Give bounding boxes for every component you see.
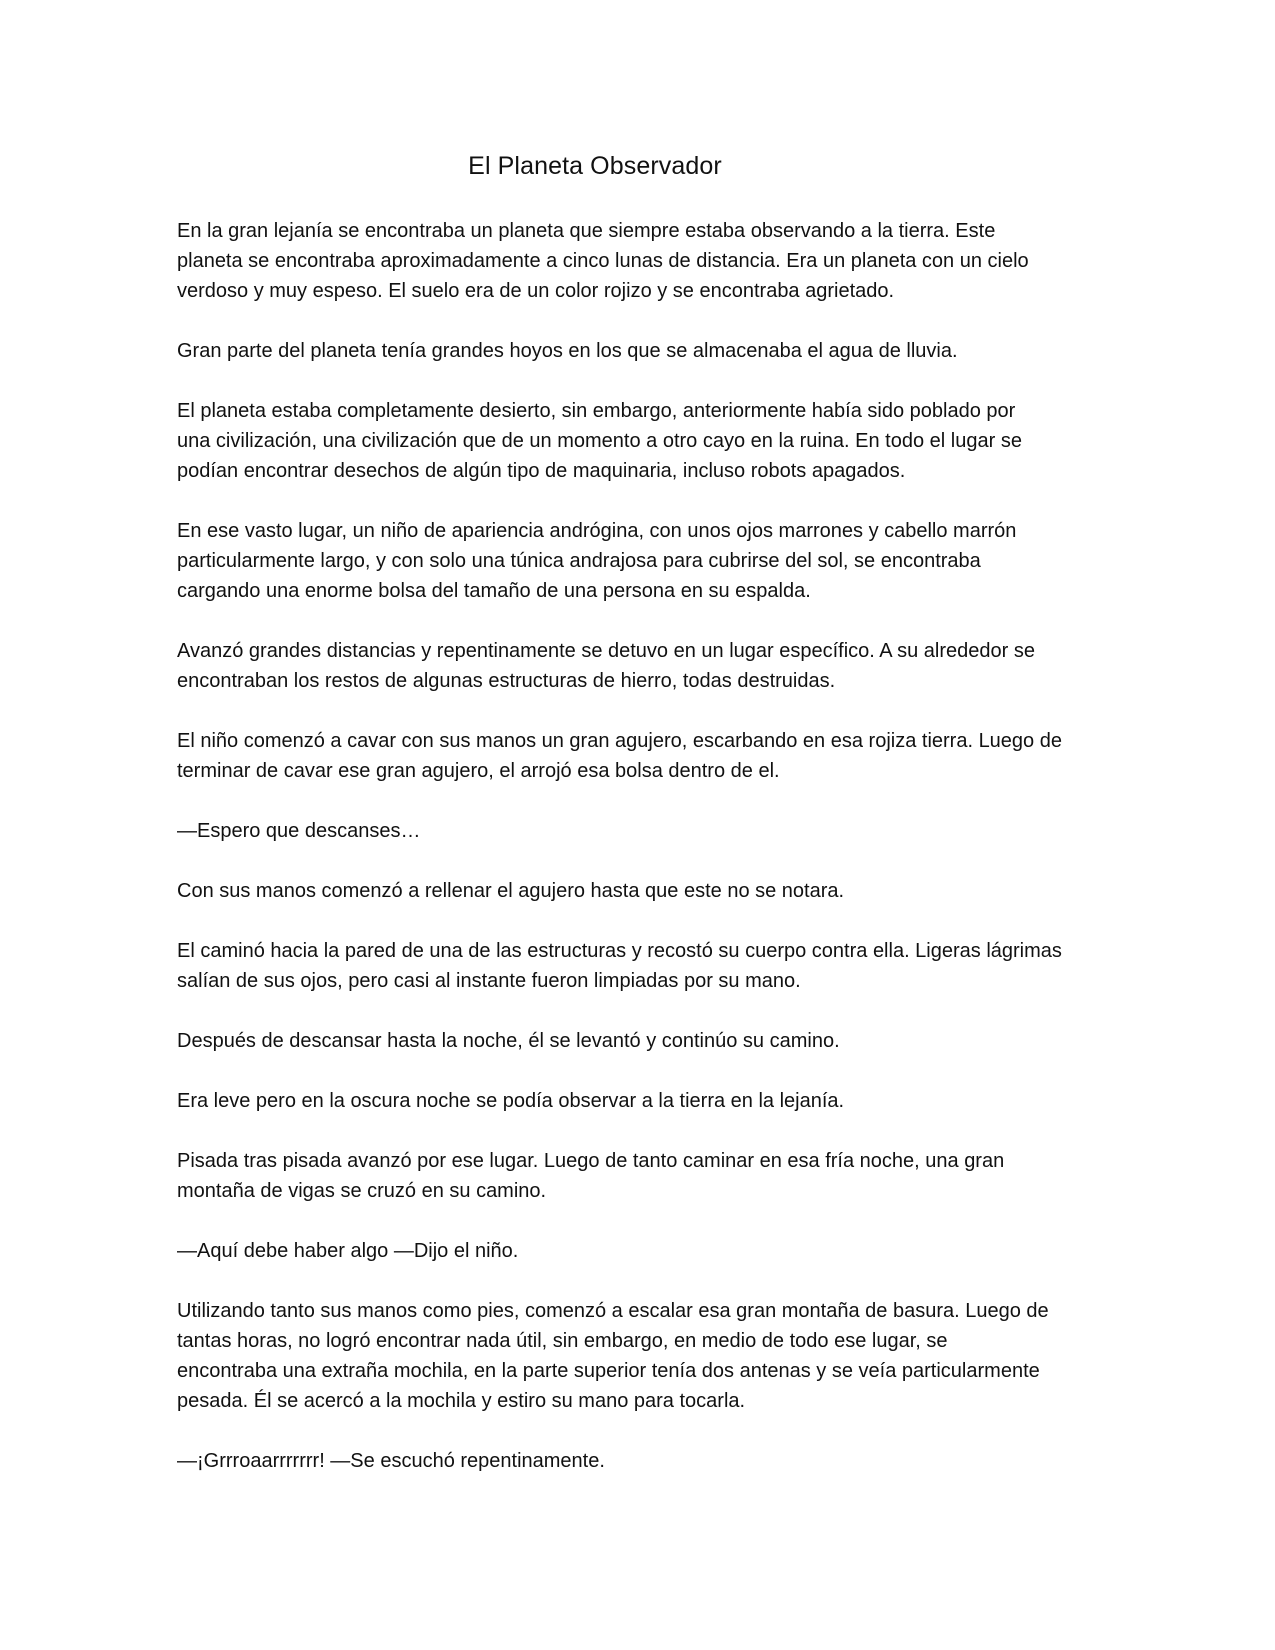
paragraph-line: Era leve pero en la oscura noche se podía observar a la tierra en la lejanía. <box>177 1090 845 1112</box>
paragraph-line: —Espero que descanses… <box>177 820 421 842</box>
paragraph-line: montaña de vigas se cruzó en su camino. <box>177 1180 547 1202</box>
paragraph <box>177 726 1107 786</box>
document-title: El Planeta Observador <box>468 152 722 180</box>
paragraph <box>177 816 1107 846</box>
paragraph-line: pesada. Él se acercó a la mochila y estiro su mano para tocarla. <box>177 1390 746 1412</box>
paragraph-line: En ese vasto lugar, un niño de apariencia andrógina, con unos ojos marrones y cabello marrón <box>177 520 1017 542</box>
paragraph-line: —Aquí debe haber algo —Dijo el niño. <box>177 1240 519 1262</box>
paragraph <box>177 396 1107 486</box>
paragraph-line: una civilización, una civilización que de un momento a otro cayo en la ruina. En todo el lugar se <box>177 430 1022 452</box>
paragraph-line: terminar de cavar ese gran agujero, el arrojó esa bolsa dentro de el. <box>177 760 780 782</box>
paragraph <box>177 1146 1107 1206</box>
paragraph-line: —¡Grrroaarrrrrrr! —Se escuchó repentinamente. <box>177 1450 605 1472</box>
paragraph-line: salían de sus ojos, pero casi al instante fueron limpiadas por su mano. <box>177 970 801 992</box>
paragraph <box>177 336 1107 366</box>
paragraph-line: particularmente largo, y con solo una túnica andrajosa para cubrirse del sol, se encontraba <box>177 550 981 572</box>
paragraph-line: El caminó hacia la pared de una de las estructuras y recostó su cuerpo contra ella. Ligeras lágrimas <box>177 940 1062 962</box>
paragraph-line: encontraban los restos de algunas estructuras de hierro, todas destruidas. <box>177 670 836 692</box>
paragraph-line: podían encontrar desechos de algún tipo de maquinaria, incluso robots apagados. <box>177 460 906 482</box>
paragraph <box>177 216 1107 306</box>
paragraph-line: El planeta estaba completamente desierto, sin embargo, anteriormente había sido poblado por <box>177 400 1016 422</box>
document-body <box>177 216 1107 1506</box>
paragraph <box>177 936 1107 996</box>
paragraph <box>177 1236 1107 1266</box>
paragraph-line: En la gran lejanía se encontraba un planeta que siempre estaba observando a la tierra. Este <box>177 220 996 242</box>
paragraph-line: Gran parte del planeta tenía grandes hoyos en los que se almacenaba el agua de lluvia. <box>177 340 958 362</box>
paragraph-line: planeta se encontraba aproximadamente a cinco lunas de distancia. Era un planeta con un cielo <box>177 250 1029 272</box>
paragraph-line: Avanzó grandes distancias y repentinamente se detuvo en un lugar específico. A su alrededor se <box>177 640 1035 662</box>
paragraph-line: Después de descansar hasta la noche, él se levantó y continúo su camino. <box>177 1030 840 1052</box>
paragraph-line: tantas horas, no logró encontrar nada útil, sin embargo, en medio de todo ese lugar, se <box>177 1330 948 1352</box>
paragraph-line: Pisada tras pisada avanzó por ese lugar. Luego de tanto caminar en esa fría noche, una gran <box>177 1150 1005 1172</box>
paragraph-line: El niño comenzó a cavar con sus manos un gran agujero, escarbando en esa rojiza tierra. Luego de <box>177 730 1062 752</box>
paragraph <box>177 516 1107 606</box>
paragraph <box>177 636 1107 696</box>
paragraph-line: Utilizando tanto sus manos como pies, comenzó a escalar esa gran montaña de basura. Luego de <box>177 1300 1049 1322</box>
paragraph <box>177 1296 1107 1416</box>
paragraph-line: verdoso y muy espeso. El suelo era de un color rojizo y se encontraba agrietado. <box>177 280 895 302</box>
paragraph <box>177 876 1107 906</box>
paragraph <box>177 1026 1107 1056</box>
paragraph-line: cargando una enorme bolsa del tamaño de una persona en su espalda. <box>177 580 811 602</box>
paragraph <box>177 1446 1107 1476</box>
paragraph <box>177 1086 1107 1116</box>
paragraph-line: encontraba una extraña mochila, en la parte superior tenía dos antenas y se veía particularmente <box>177 1360 1040 1382</box>
paragraph-line: Con sus manos comenzó a rellenar el agujero hasta que este no se notara. <box>177 880 845 902</box>
